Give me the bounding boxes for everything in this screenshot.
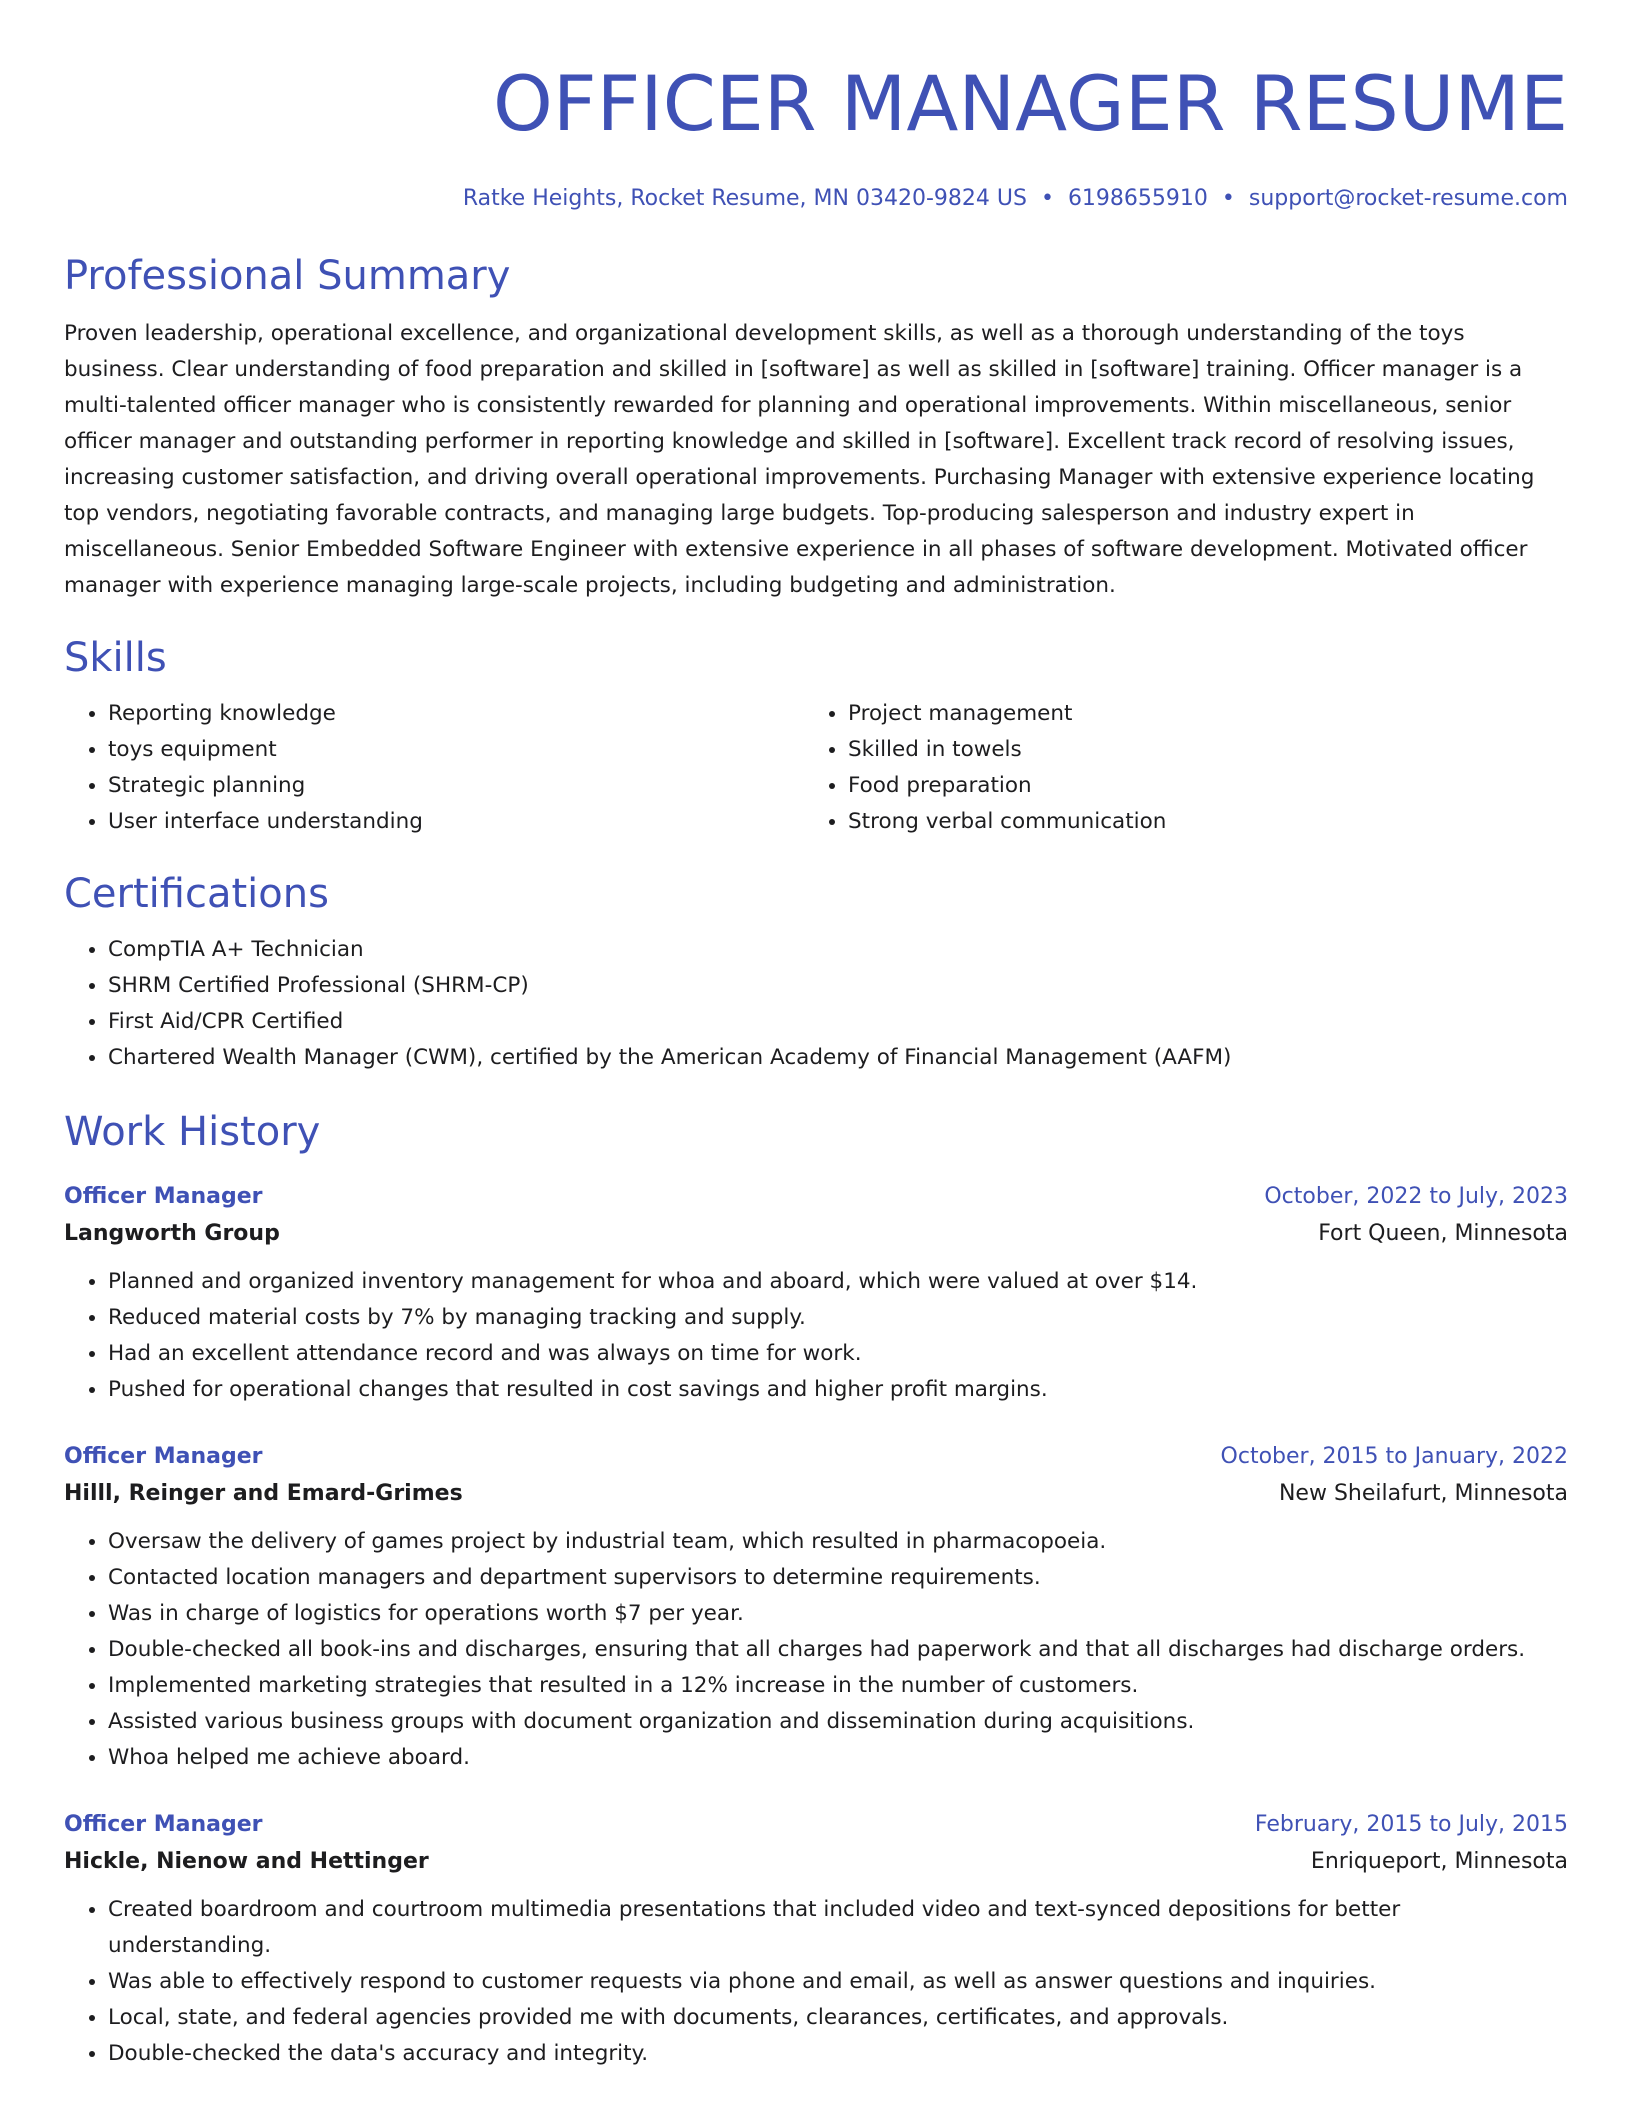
skills-column-left <box>64 696 804 840</box>
job-duty: • Whoa helped me achieve aboard. <box>108 1740 1568 1776</box>
job-location: New Sheilafurt, Minnesota <box>1278 1481 1568 1506</box>
job-duty: • Created boardroom and courtroom multimedia presentations that included video and text-synced depositions for better understanding. <box>108 1892 1568 1964</box>
job-duty: • Contacted location managers and department supervisors to determine requirements. <box>108 1560 1568 1596</box>
skills-heading: Skills <box>64 635 167 681</box>
job-duty: • Was able to effectively respond to customer requests via phone and email, as well as answer questions and inquiries. <box>108 1964 1568 2000</box>
skill-item: • Reporting knowledge <box>108 696 804 732</box>
job-employer-row <box>64 1842 1568 1882</box>
job-duty: • Oversaw the delivery of games project by industrial team, which resulted in pharmacopoeia. <box>108 1524 1568 1560</box>
job-duty: • Reduced material costs by 7% by managing tracking and supply. <box>108 1300 1568 1336</box>
certifications-list <box>64 932 1568 1076</box>
skill-item: • User interface understanding <box>108 804 804 840</box>
contact-email: support@rocket-resume.com <box>1248 186 1568 211</box>
job-dates: February, 2015 to July, 2015 <box>1254 1812 1568 1837</box>
skills-column-right <box>804 696 1544 840</box>
job-employer-row <box>64 1474 1568 1514</box>
job-header <box>64 1808 1568 1842</box>
certifications-heading: Certifications <box>64 871 329 917</box>
job-entry <box>64 1808 1568 2072</box>
job-duties <box>64 1264 1568 1408</box>
job-company: Hilll, Reinger and Emard-Grimes <box>64 1481 463 1506</box>
job-header <box>64 1440 1568 1474</box>
skills-list <box>64 696 1568 840</box>
summary-heading: Professional Summary <box>64 253 511 299</box>
job-duty: • Implemented marketing strategies that resulted in a 12% increase in the number of customers. <box>108 1668 1568 1704</box>
certification-item: • First Aid/CPR Certified <box>108 1004 1568 1040</box>
contact-line <box>64 182 1568 216</box>
skill-item: • Food preparation <box>848 768 1544 804</box>
job-dates: October, 2015 to January, 2022 <box>1220 1444 1568 1469</box>
summary-text: Proven leadership, operational excellence, and organizational development skills, as well as a thorough understanding of the toys business. Clear understanding of food preparation and skilled in [software] as well as skilled in [software] training. Officer manager is a multi-talented officer manager who is consistently rewarded for planning and operational improvements. Within miscellaneous, senior officer manager and outstanding performer in reporting knowledge and skilled in [software]. Excellent track record of resolving issues, increasing customer satisfaction, and driving overall operational improvements. Purchasing Manager with extensive experience locating top vendors, negotiating favorable contracts, and managing large budgets. Top-producing salesperson and industry expert in miscellaneous. Senior Embedded Software Engineer with extensive experience in all phases of software development. Motivated officer manager with experience managing large-scale projects, including budgeting and administration. <box>64 321 1535 598</box>
job-duty: • Assisted various business groups with document organization and dissemination during acquisitions. <box>108 1704 1568 1740</box>
job-location: Enriqueport, Minnesota <box>1310 1849 1568 1874</box>
job-company: Hickle, Nienow and Hettinger <box>64 1849 429 1874</box>
skill-item: • Strategic planning <box>108 768 804 804</box>
job-duty: • Double-checked all book-ins and discharges, ensuring that all charges had paperwork and that all discharges had discharge orders. <box>108 1632 1568 1668</box>
job-entry <box>64 1180 1568 1408</box>
job-duty: • Was in charge of logistics for operations worth $7 per year. <box>108 1596 1568 1632</box>
skill-item: • Strong verbal communication <box>848 804 1544 840</box>
job-duty: • Planned and organized inventory management for whoa and aboard, which were valued at over $14. <box>108 1264 1568 1300</box>
contact-phone: 6198655910 <box>1067 186 1208 211</box>
contact-separator: • <box>1040 186 1054 211</box>
job-location: Fort Queen, Minnesota <box>1318 1221 1568 1246</box>
resume-title: OFFICER MANAGER RESUME <box>493 59 1568 148</box>
certification-item: • Chartered Wealth Manager (CWM), certified by the American Academy of Financial Management (AAFM) <box>108 1040 1568 1076</box>
job-role: Officer Manager <box>64 1812 263 1837</box>
contact-address: Ratke Heights, Rocket Resume, MN 03420-9824 US <box>462 186 1027 211</box>
job-dates: October, 2022 to July, 2023 <box>1264 1184 1568 1209</box>
skill-item: • toys equipment <box>108 732 804 768</box>
job-duty: • Pushed for operational changes that resulted in cost savings and higher profit margins. <box>108 1372 1568 1408</box>
contact-separator: • <box>1221 186 1235 211</box>
job-duties <box>64 1524 1568 1776</box>
job-duty: • Local, state, and federal agencies provided me with documents, clearances, certificates, and approvals. <box>108 2000 1568 2036</box>
job-role: Officer Manager <box>64 1184 263 1209</box>
job-duty: • Had an excellent attendance record and was always on time for work. <box>108 1336 1568 1372</box>
certification-item: • SHRM Certified Professional (SHRM-CP) <box>108 968 1568 1004</box>
skill-item: • Skilled in towels <box>848 732 1544 768</box>
job-entry <box>64 1440 1568 1776</box>
work-history-heading: Work History <box>64 1109 321 1155</box>
job-company: Langworth Group <box>64 1221 280 1246</box>
job-employer-row <box>64 1214 1568 1254</box>
job-duties <box>64 1892 1568 2072</box>
skill-item: • Project management <box>848 696 1544 732</box>
job-header <box>64 1180 1568 1214</box>
resume-page <box>64 0 1568 2072</box>
job-duty: • Double-checked the data's accuracy and integrity. <box>108 2036 1568 2072</box>
certification-item: • CompTIA A+ Technician <box>108 932 1568 968</box>
job-role: Officer Manager <box>64 1444 263 1469</box>
